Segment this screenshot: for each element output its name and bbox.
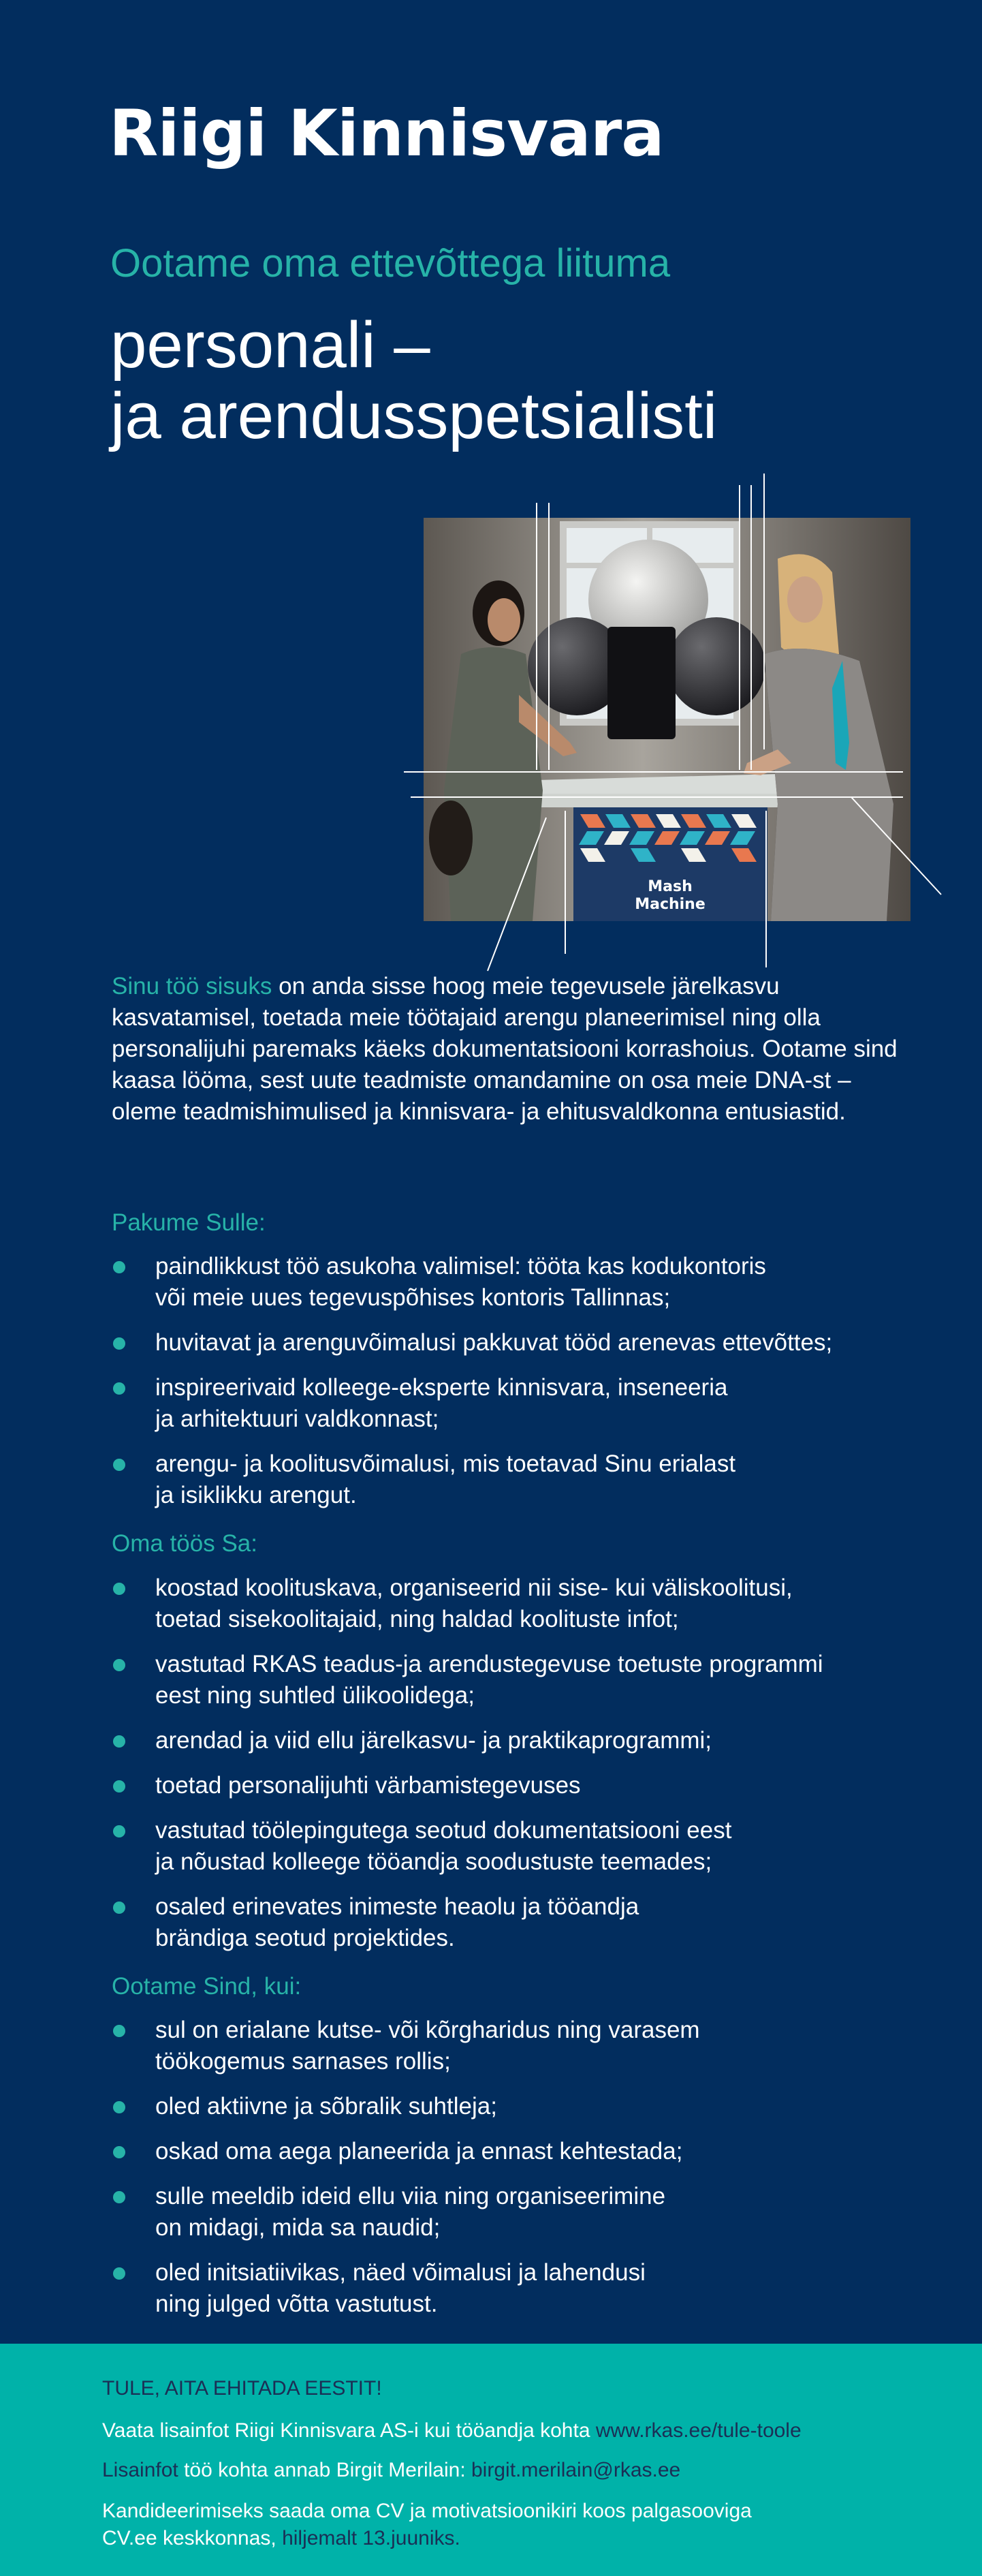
footer-contact [102, 2457, 680, 2484]
bullet-icon [113, 1261, 125, 1273]
footer-contact-email[interactable]: birgit.merilain@rkas.ee [471, 2459, 681, 2481]
title-line-1: personali – [110, 309, 430, 382]
list-item: arendad ja viid ellu järelkasvu- ja praktikaprogrammi; [112, 1725, 929, 1756]
footer-apply-line1: Kandideerimiseks saada oma CV ja motivatsioonikiri koos palgasooviga [102, 2500, 752, 2522]
list-item: sulle meeldib ideid ellu viia ning organiseerimine on midagi, mida sa naudid; [112, 2181, 929, 2244]
list-item: vastutad töölepingutega seotud dokumentatsiooni eest ja nõustad kolleege tööandja soodustuste teemades; [112, 1815, 929, 1878]
offer-list [112, 1251, 929, 1525]
bullet-icon [113, 1780, 125, 1793]
bullet-icon [113, 1382, 125, 1395]
page-subtitle: Ootame oma ettevõttega liituma [110, 241, 671, 285]
list-item: huvitavat ja arenguvõimalusi pakkuvat tööd arenevas ettevõttes; [112, 1327, 929, 1359]
footer-apply-where: CV.ee keskkonnas, [102, 2527, 283, 2549]
footer-contact-name: Birgit Merilain: [336, 2459, 471, 2481]
sign-text-line1: Mash [648, 878, 693, 895]
offer-title: Pakume Sulle: [112, 1209, 266, 1236]
bullet-icon [113, 1459, 125, 1471]
intro-paragraph [112, 971, 915, 1128]
list-item: vastutad RKAS teadus-ja arendustegevuse toetuste programmi eest ning suhtled ülikoolidega; [112, 1649, 929, 1711]
footer-panel [0, 2344, 982, 2576]
footer-apply-line2 [102, 2525, 460, 2552]
bullet-icon [113, 2146, 125, 2158]
footer-info-link[interactable]: www.rkas.ee/tule-toole [595, 2419, 802, 2442]
intro-highlight: Sinu töö sisuks [112, 973, 272, 999]
requirements-title: Ootame Sind, kui: [112, 1973, 302, 2000]
list-item: inspireerivaid kolleege-eksperte kinnisvara, inseneeria ja arhitektuuri valdkonnast; [112, 1372, 929, 1435]
list-item: oskad oma aega planeerida ja ennast kehtestada; [112, 2136, 929, 2167]
bullet-icon [113, 1659, 125, 1671]
footer-info [102, 2417, 802, 2445]
intro-text: on anda sisse hoog meie tegevusele järelkasvu kasvatamisel, toetada meie töötajaid arengu planeerimisel ning olla personalijuhi paremaks käeks dokumentatsiooni korrashoius. Ootame sind kaasa lööma, sest uute teadmiste omandamine on osa meie DNA-st – oleme teadmishimulised ja kinnisvara- ja ehitusvaldkonna entusiastid. [112, 973, 898, 1125]
bullet-icon [113, 1902, 125, 1914]
footer-contact-label: Lisainfot [102, 2459, 178, 2481]
duties-list [112, 1572, 929, 1968]
title-line-2: ja arendusspetsialisti [110, 379, 718, 452]
list-item: sul on erialane kutse- või kõrgharidus ning varasem töökogemus sarnases rollis; [112, 2015, 929, 2077]
bullet-icon [113, 2267, 125, 2280]
bullet-icon [113, 1825, 125, 1837]
list-item: osaled erinevates inimeste heaolu ja tööandja brändiga seotud projektides. [112, 1891, 929, 1954]
list-item: koostad koolituskava, organiseerid nii sise- kui väliskoolitusi, toetad sisekoolitajaid, ning haldad koolituste infot; [112, 1572, 929, 1635]
bullet-icon [113, 1337, 125, 1350]
list-item: arengu- ja koolitusvõimalusi, mis toetavad Sinu erialast ja isiklikku arengut. [112, 1448, 929, 1511]
bullet-icon [113, 2191, 125, 2203]
requirements-list [112, 2015, 929, 2333]
footer-contact-text: töö kohta annab [178, 2459, 336, 2481]
list-item: toetad personalijuhti värbamistegevuses [112, 1770, 929, 1801]
company-logo: Riigi Kinnisvara [109, 97, 664, 171]
footer-slogan: TULE, AITA EHITADA EESTIT! [102, 2377, 382, 2400]
bullet-icon [113, 2025, 125, 2037]
list-item: oled aktiivne ja sõbralik suhtleja; [112, 2091, 929, 2122]
hero-photo-area [0, 0, 982, 981]
bullet-icon [113, 1735, 125, 1748]
sign-text-line2: Machine [635, 896, 706, 913]
bullet-icon [113, 1583, 125, 1595]
duties-title: Oma töös Sa: [112, 1530, 257, 1557]
decorative-lines [0, 0, 982, 981]
footer-info-text: Vaata lisainfot Riigi Kinnisvara AS-i kui tööandja kohta [102, 2419, 596, 2442]
list-item: paindlikkust töö asukoha valimisel: tööta kas kodukontoris või meie uues tegevuspõhises kontoris Tallinnas; [112, 1251, 929, 1314]
bullet-icon [113, 2101, 125, 2113]
list-item: oled initsiatiivikas, näed võimalusi ja lahendusi ning julged võtta vastutust. [112, 2257, 929, 2320]
footer-apply-deadline: hiljemalt 13.juuniks. [282, 2527, 460, 2549]
